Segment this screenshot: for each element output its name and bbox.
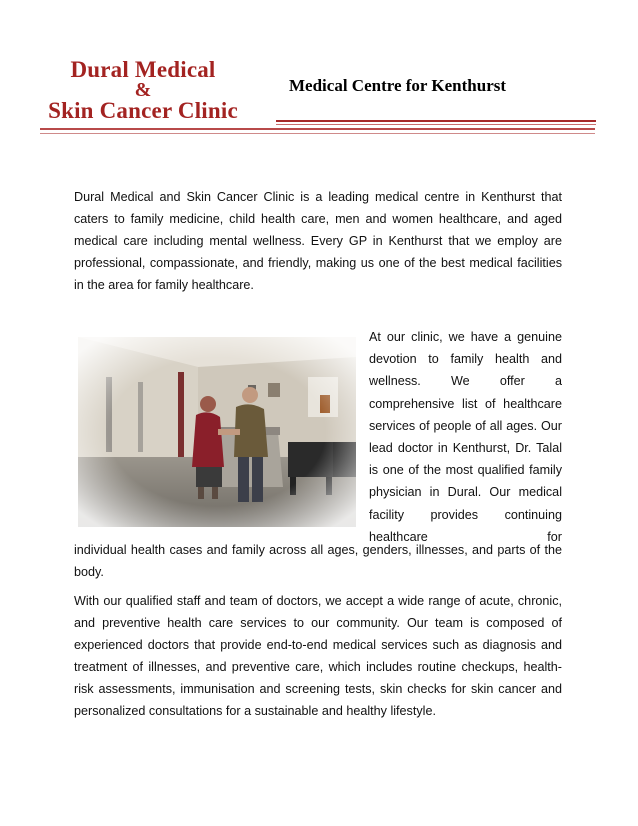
logo-line-1: Dural Medical bbox=[70, 57, 216, 82]
page-title: Medical Centre for Kenthurst bbox=[289, 76, 507, 95]
clinic-reception-photo bbox=[78, 337, 356, 527]
logo-divider bbox=[40, 128, 595, 130]
clinic-paragraph-continued: individual health cases and family across all ages, genders, illnesses, and parts of the body. bbox=[74, 543, 562, 579]
services-paragraph: With our qualified staff and team of doctors, we accept a wide range of acute, chronic, and preventive health care services to our community. Our team is composed of experienced doctors that provide end-to-end medical services such as diagnosis and treatment of illnesses, and preventive care, which includes routine checkups, health-risk assessments, immunisation and screening tests, skin checks for skin cancer and personalized consultations for a sustainable and healthy lifestyle. bbox=[74, 594, 562, 718]
clinic-logo bbox=[38, 58, 248, 122]
title-divider bbox=[276, 120, 596, 122]
intro-paragraph: Dural Medical and Skin Cancer Clinic is a leading medical centre in Kenthurst that caters to family medicine, child health care, men and women healthcare, and aged medical care including mental wellness. Every GP in Kenthurst that we employ are professional, compassionate, and friendly, making us one of the best medical facilities in the area for family healthcare. bbox=[74, 190, 562, 292]
clinic-paragraph-right: At our clinic, we have a genuine devotion to family health and wellness. We offer a comprehensive list of healthcare services of people of all ages. Our lead doctor in Kenthurst, Dr. Talal is one of the most qualified family physician in Dural. Our medical facility provides continuing healthcare for bbox=[369, 330, 562, 544]
logo-divider-thin bbox=[40, 133, 595, 134]
title-divider-thin bbox=[276, 124, 596, 125]
logo-ampersand: & bbox=[134, 79, 152, 101]
logo-line-3: Skin Cancer Clinic bbox=[48, 98, 238, 123]
